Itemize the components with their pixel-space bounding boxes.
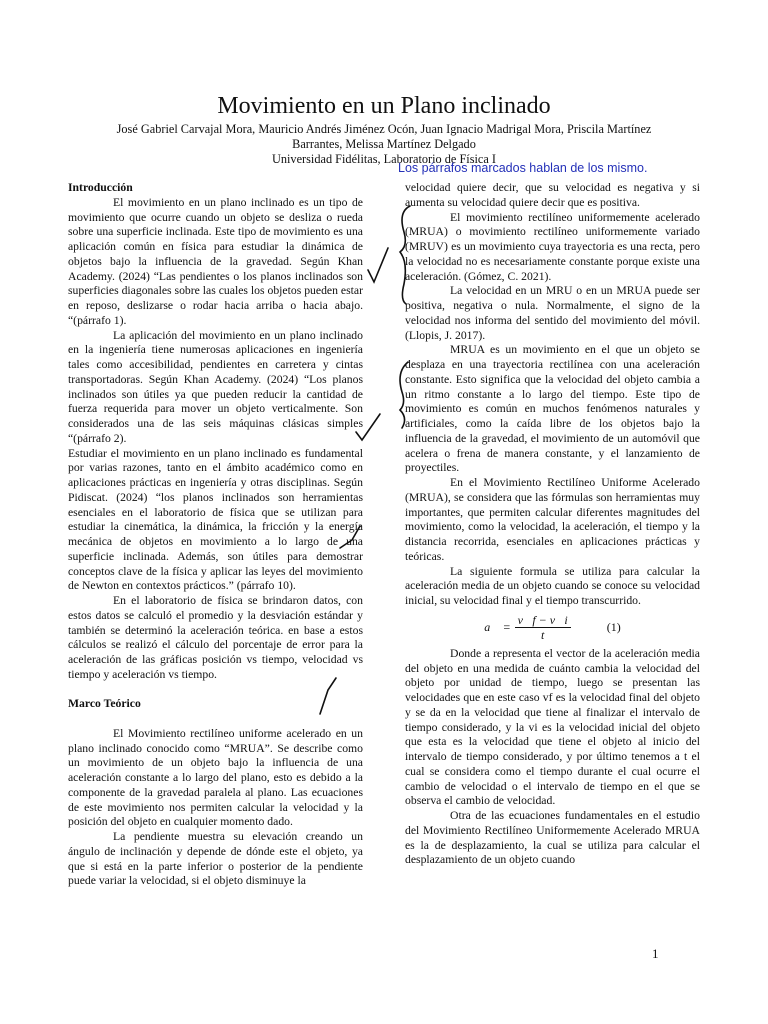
handwritten-annotation-note: Los párrafos marcados hablan de los mismo. xyxy=(398,161,648,175)
equation-number: (1) xyxy=(606,620,621,635)
right-column xyxy=(405,181,700,868)
affiliation: Universidad Fidélitas, Laboratorio de Física I xyxy=(271,152,497,166)
left-column xyxy=(68,181,363,889)
equation-lhs: a⃗ = xyxy=(484,620,511,635)
intro-paragraph-2: La aplicación del movimiento en un plano inclinado en la ingeniería tiene numerosas aplicaciones en ingeniería tales como accesibilidad, pendientes en carretera y cintas transportadoras. Según Khan Academy. (2024) “Los planos inclinados son útiles ya que pueden reducir la cantidad de fuerza requerida para mover un objeto verticalmente. Son considerados una de las seis máquinas clásicas simples “(párrafo 2). xyxy=(68,328,363,445)
right-paragraph-2: El movimiento rectilíneo uniformemente acelerado (MRUA) o movimiento rectilíneo uniformemente variado (MRUV) es un movimiento cuya trayectoria es una recta, pero la velocidad no es necesariamente constante porque existe una aceleración. (Gómez, C. 2021). xyxy=(405,210,700,283)
right-paragraph-7: Donde a representa el vector de la aceleración media del objeto en una medida de cuánto cambia la velocidad del objeto por unidad de tiempo, luego se presentan las velocidades que en este caso vf es la velocidad final del objeto y se da en la velocidad que tiene al finalizar el intervalo de tiempo considerado, y la vi es la velocidad inicial del objeto que esta es la velocidad que tiene el objeto al inicio del intervalo de tiempo considerado, y por último tenemos a t el cual se considera como el tiempo durante el cual ocurre el cambio de velocidad o el intervalo de tiempo en el que se observa el cambio de velocidad. xyxy=(405,646,700,808)
theory-paragraph-1: El Movimiento rectilíneo uniforme acelerado en un plano inclinado conocido como “MRUA”. Se describe como un movimiento de un objeto bajo la influencia de una aceleración constante a lo largo del plano, esto es debido a la componente de la gravedad paralela al plano. Las ecuaciones de este movimiento nos permiten calcular la velocidad y la posición del objeto en cualquier momento dado. xyxy=(68,726,363,829)
intro-paragraph-1: El movimiento en un plano inclinado es un tipo de movimiento que ocurre cuando un objeto se desliza o rueda sobre una superficie inclinada. Este tipo de movimiento es una aplicación común en física para estudiar la dinámica de objetos bajo la influencia de la gravedad. Según Khan Academy. (2024) “Las pendientes o los planos inclinados son superficies diagonales sobre las cuales los objetos pueden estar en reposo, deslizarse o rodar hacia arriba o hacia abajo. “(párrafo 1). xyxy=(68,195,363,327)
paper-title: Movimiento en un Plano inclinado xyxy=(217,93,551,119)
right-paragraph-5: En el Movimiento Rectilíneo Uniforme Acelerado (MRUA), se considera que las fórmulas son herramientas muy importantes, que permiten calcular diferentes magnitudes del movimiento, como la velocidad, la aceleración, el tiempo y la distancia recorrida, esenciales en aplicaciones prácticas y teóricas. xyxy=(405,476,700,563)
intro-paragraph-4: En el laboratorio de física se brindaron datos, con estos datos se calculó el promedio y la desviación estándar y también se determinó la aceleración teórica. en base a estos cálculos se realizó el cálculo del porcentaje de error para la aceleración de las gráficas posición vs tiempo, velocidad vs tiempo y aceleración vs tiempo. xyxy=(68,594,363,681)
acceleration-equation xyxy=(405,611,700,645)
right-paragraph-6: La siguiente formula se utiliza para calcular la aceleración media de un objeto cuando se conoce su velocidad inicial, su velocidad final y el tiempo transcurrido. xyxy=(405,564,700,607)
right-paragraph-8: Otra de las ecuaciones fundamentales en el estudio del Movimiento Rectilíneo Uniformemente Acelerado MRUA es la de desplazamiento, la cual se utiliza para calcular el desplazamiento de un objeto cuando xyxy=(405,809,700,867)
equation-numerator: v⃗f − v⃗i xyxy=(515,613,571,629)
right-paragraph-3: La velocidad en un MRU o en un MRUA puede ser positiva, negativa o nula. Normalmente, el signo de la velocidad nos informa del sentido del movimiento del móvil. (Llopis, J. 2017). xyxy=(405,284,700,342)
check-mark-1 xyxy=(368,248,388,282)
intro-paragraph-3: Estudiar el movimiento en un plano inclinado es fundamental por varias razones, tanto en el ámbito académico como en aplicaciones prácticas en ingeniería y otras disciplinas. Según Pidiscat. (2024) “los planos inclinados son herramientas esenciales en el laboratorio de física que se utilizan para estudiar la cinemática, la dinámica, la fricción y la energía mecánica de objetos en movimiento a lo largo de una superficie inclinada. Además, son útiles para demostrar conceptos clave de la física y aplicar las leyes del movimiento de Newton en contextos prácticos.” (párrafo 10). xyxy=(68,446,363,593)
theory-paragraph-2: La pendiente muestra su elevación creando un ángulo de inclinación y depende de dónde este el objeto, ya que si está en la parte inferior o posterior de la pendiente puede variar la velocidad, si el objeto disminuye la xyxy=(68,830,363,888)
introduction-heading: Introducción xyxy=(68,181,133,194)
equation-denominator: t xyxy=(541,628,545,643)
theory-heading: Marco Teórico xyxy=(68,697,141,711)
right-paragraph-4: MRUA es un movimiento en el que un objeto se desplaza en una trayectoria rectilínea con una aceleración constante. Esto significa que la velocidad del objeto cambia a un ritmo constante a lo largo del tiempo. Este tipo de movimiento es común en muchos fenómenos naturales y artificiales, como la caída libre de los objetos bajo la influencia de la gravedad, el movimiento de un automóvil que acelera o frena de manera constante, y el lanzamiento de proyectiles. xyxy=(405,343,700,475)
equation-fraction xyxy=(515,613,571,644)
right-paragraph-1: velocidad quiere decir, que su velocidad es negativa y si aumenta su velocidad quiere decir que es positiva. xyxy=(405,181,700,209)
page-number: 1 xyxy=(652,946,659,961)
author-list: José Gabriel Carvajal Mora, Mauricio Andrés Jiménez Ocón, Juan Ignacio Madrigal Mora, Priscila Martínez Barrantes, Melissa Martínez Delgado xyxy=(116,122,652,151)
